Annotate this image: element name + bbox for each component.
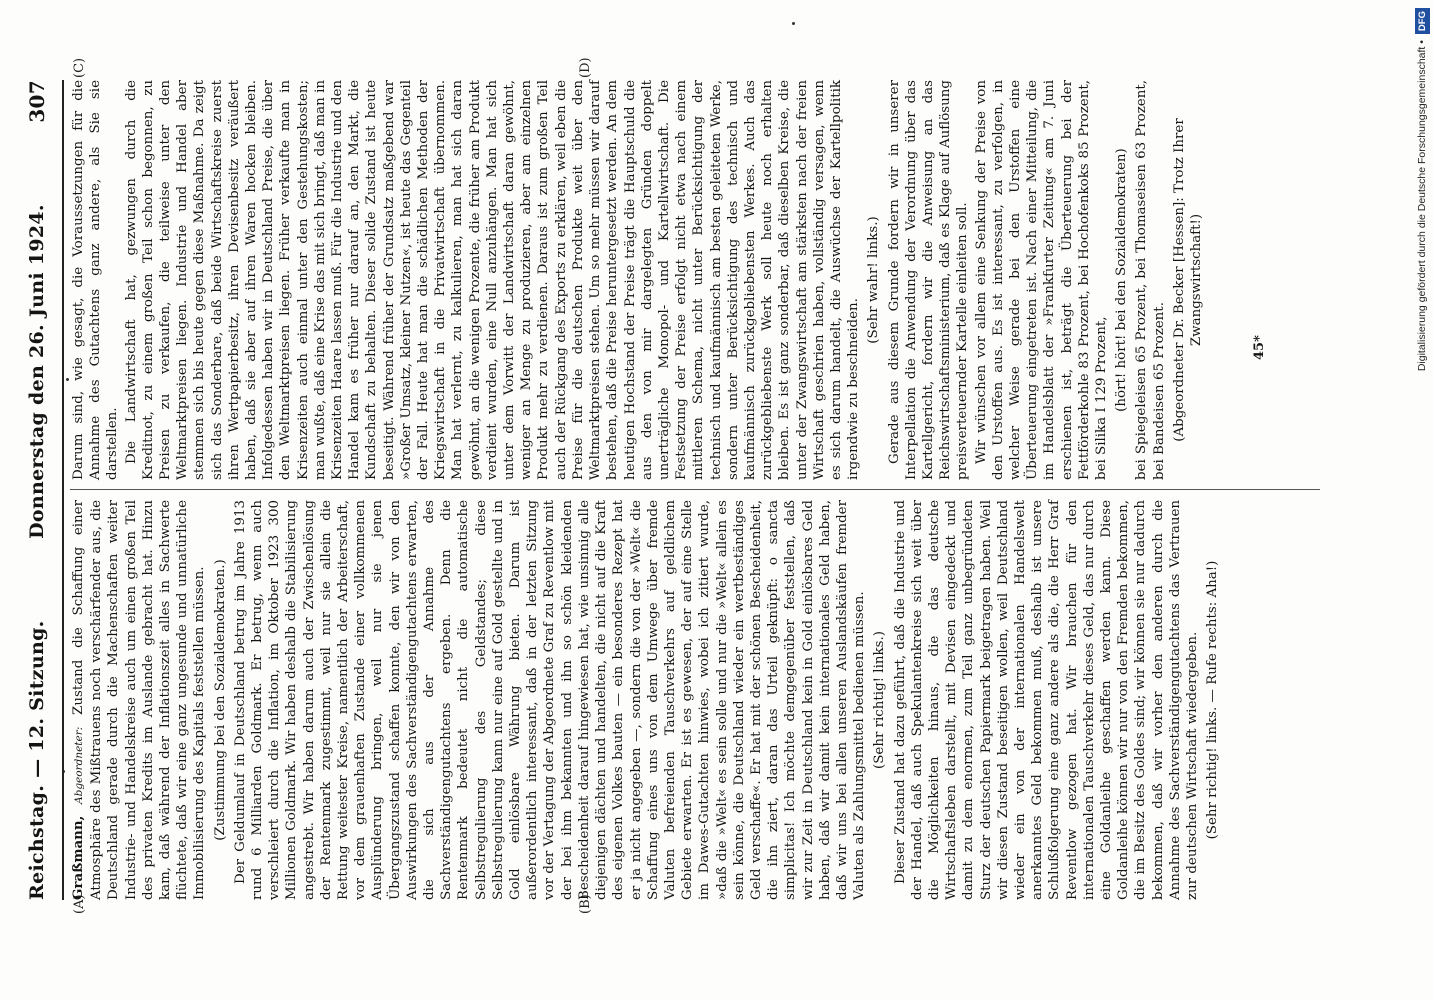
right-column xyxy=(70,80,1208,480)
margin-letter-d: (D) xyxy=(578,57,593,78)
paragraph: Gerade aus diesem Grunde fordern wir in unserer Interpellation die Anwendung der Verordnung über das Kartellgericht, fordern wir die Anweisung an das Reichswirtschaftsministerium, daß es Klage auf Auflösung preisverteuernder Kartelle einleiten soll. xyxy=(886,80,971,480)
paragraph: bei Spiegeleisen 65 Prozent, bei Thomaseisen 63 Prozent, bei Bandeisen 65 Prozent. xyxy=(1134,80,1167,480)
running-head xyxy=(12,80,64,900)
paragraph: Dieser Zustand hat dazu geführt, daß die Industrie und der Handel, daß auch Spekulantenkreise sich weit über die Möglichkeiten hinaus, die das deutsche Wirtschaftsleben darstellt, mit Devisen eingedeckt und damit zu dem enormen, zum Teil ganz unbegründeten Sturz der deutschen Papiermark beigetragen haben. Weil wir diesen Zustand beseitigen wollen, weil Deutschland wieder ein von der internationalen Handelswelt anerkanntes Geld bekommen muß, deshalb ist unsere Schlußfolgerung eine ganz andere als die, die Herr Graf Reventlow gezogen hat. Wir brauchen für den internationalen Tauschverkehr dieses Geld, das nur durch eine Goldanleihe geschaffen werden kann. Diese Goldanleihe können wir nur von den Fremden bekommen, die im Besitz des Goldes sind; wir können sie nur dadurch bekommen, daß wir vorher den anderen durch die Annahme des Sachverständigengutachtens das Vertrauen zur deutschen Wirtschaft wiedergeben. xyxy=(892,500,1200,900)
speech-opening xyxy=(70,500,209,900)
header-date: Donnerstag den 26. Juni 1924. xyxy=(26,204,48,539)
paragraph: Darum sind, wie gesagt, die Voraussetzungen für die Annahme des Gutachtens ganz andere, als Sie sie darstellen. xyxy=(71,80,121,480)
margin-letter-b: (B) xyxy=(578,894,593,914)
paragraph: Der Geldumlauf in Deutschland betrug im Jahre 1913 rund 6 Milliarden Goldmark. Er betrug, wenn auch verschleiert durch die Inflation, im Oktober 1923 300 Millionen Goldmark. Wir haben deshalb die Stabilisierung angestrebt. Wir haben darum auch der Zwischenlösung der Rentenmark zugestimmt, weil nur sie allein die Rettung weitester Kreise, namentlich der Arbeiterschaft, vor dem grauenhaften Zustande einer vollkommenen Ausplünderung bringen, weil nur sie jenen Übergangszustand schaffen konnte, den wir von den Auswirkungen des Sachverständigengutachtens erwarten, die sich aus der Annahme des Sachverständigengutachtens ergeben. Denn die Rentenmark bedeutet nicht die automatische Selbstregulierung des Geldstandes; diese Selbstregulierung kann nur eine auf Gold gestellte und in Gold einlösbare Währung bieten. Darum ist außerordentlich interessant, daß in der letzten Sitzung vor der Vertagung der Abgeordnete Graf zu Reventlow mit der bei ihm bekannten und ihn so schön kleidenden Bescheidenheit darauf hingewiesen hat, wie unsinnig alle diejenigen dächten und handelten, die nicht auf die Kraft des eigenen Volkes bauten — ein besonderes Rezept hat er ja nicht angegeben —, sondern die von der »Welt« die Schaffung eines uns von dem Umwege über fremde Valuten befreienden Tauschverkehrs auf geldlichem Gebiete erwarten. Er ist es gewesen, der auf eine Stelle im Dawes-Gutachten hinwies, wobei ich zitiert wurde, »daß die »Welt« es sein solle und nur die »Welt« allein es sein könne, die Deutschland wieder ein wertbeständiges Geld verschaffe«. Er hat mit der schönen Bescheidenheit, die ihn ziert, daran das Urteil geknüpft: o sancta simplicitas! Ich möchte demgegenüber feststellen, daß wir zur Zeit in Deutschland kein in Gold einlösbares Geld haben, daß wir damit kein internationales Geld haben, daß wir uns bei allen unseren Auslandskäufen fremder Valuten als Zahlungsmittel bedienen müssen. xyxy=(232,500,868,900)
margin-letter-a: (A) xyxy=(72,894,87,914)
credit-line xyxy=(1410,0,1434,1000)
interjection: (Sehr wahr! links.) xyxy=(866,216,882,344)
speaker-role: Abgeordneter: xyxy=(73,726,85,804)
left-column xyxy=(70,500,1224,900)
credit-text: Digitalisierung gefördert durch die Deutsche Forschungsgemeinschaft • xyxy=(1416,40,1428,372)
interjection: (hört! hört! bei den Sozialdemokraten) xyxy=(1114,148,1130,412)
interjection: (Sehr richtig! links. — Rufe rechts: Aha!) xyxy=(1205,560,1221,840)
sheet-signature: 45* xyxy=(1252,335,1267,360)
header-session: Reichstag. — 12. Sitzung. xyxy=(26,620,48,900)
digitization-credit xyxy=(1410,0,1434,1000)
interjection: (Abgeordneter Dr. Becker [Hessen]: Trotz Ihrer Zwangswirtschaft!) xyxy=(1171,118,1204,442)
paragraph: Zustand die Schaffung einer Atmosphäre des Mißtrauens noch verschärfender aus, die Deutschland gerade durch die Machenschaften weiter Industrie- und Handelskreise auch um einen großen Teil des privaten Kredits im Auslande gebracht hat. Hinzu kam, daß während der Inflationszeit alles in Sachwerte flüchtete, daß wir eine ganz ungesunde und unnatürliche Immobilisierung des Kapitals feststellen müssen. xyxy=(71,500,208,900)
paragraph: Die Landwirtschaft hat, gezwungen durch die Kreditnot, zu einem großen Teil schon begonnen, zu Preisen zu verkaufen, die teilweise unter den Weltmarktpreisen liegen. Industrie und Handel aber stemmen sich bis heute gegen diese Maßnahme. Da zeigt sich das Sonderbare, daß beide Wirtschaftskreise zuerst ihren Wertpapierbesitz, ihren Devisenbesitz veräußert haben, daß sie aber auf ihren Waren hocken bleiben. Infolgedessen haben wir in Deutschland Preise, die über den Weltmarktpreisen liegen. Früher verkaufte man in Krisenzeiten auch einmal unter den Gestehungskosten; man wußte, daß eine Krise das mit sich bringt, daß man in Krisenzeiten Haare lassen muß. Für die Industrie und den Handel kam es früher nur darauf an, den Markt, die Kundschaft zu behalten. Dieser solide Zustand ist heute beseitigt. Während früher der Grundsatz maßgebend war »Großer Umsatz, kleiner Nutzen«, ist heute das Gegenteil der Fall. Heute hat man die schädlichen Methoden der Kriegswirtschaft in die Privatwirtschaft übernommen. Man hat verlernt, zu kalkulieren, man hat sich daran gewöhnt, an die wenigen Prozente, die früher am Produkt verdient wurden, eine Null anzuhängen. Man hat sich unter dem Vorwitt der Landwirtschaft daran gewöhnt, weniger an Menge zu produzieren, aber am einzelnen Produkt mehr zu verdienen. Daraus ist zum großen Teil auch der Rückgang des Exports zu erklären, weil eben die Preise für die deutschen Produkte weit über den Weltmarktpreisen stehen. Um so mehr müssen wir darauf bestehen, daß die Preise heruntergesetzt werden. An dem heutigen Hochstand der Preise trägt die Hauptschuld die aus den von mir dargelegten Gründen doppelt unerträgliche Monopol- und Kartellwirtschaft. Die Festsetzung der Preise erfolgt nicht etwa nach einem mittleren Schema, nicht unter Berücksichtigung der technisch und kaufmännisch am besten geleiteten Werke, sondern unter Berücksichtigung des technisch und kaufmännisch zurückgebliebensten Werkes. Auch das zurückgebliebenste Werk soll heute noch erhalten bleiben. Es ist ganz sonderbar, daß dieselben Kreise, die unter der Zwangswirtschaft am stärksten nach der freien Wirtschaft geschrien haben, vollständig versagen, wenn es sich darum handelt, die Auswüchse der Kartellpolitik irgendwie zu beschneiden. xyxy=(123,80,862,480)
dfg-logo-icon: DFG xyxy=(1415,8,1430,34)
page-number: 307 xyxy=(25,80,49,123)
speaker-name: Graßmann, xyxy=(70,815,86,900)
interjection: (Zustimmung bei den Sozialdemokraten.) xyxy=(212,559,228,841)
column-divider xyxy=(70,489,1320,490)
paragraph: Wir wünschen vor allem eine Senkung der Preise von den Urstoffen aus. Es ist interessant, zu verfolgen, in welcher Weise gerade bei den Urstoffen eine Überteuerung eingetreten ist. Nach einer Mitteilung, die im Handelsblatt der »Frankfurter Zeitung« am 7. Juni erschienen ist, beträgt die Überteuerung bei der Fettförderkohle 83 Prozent, bei Hochofenkoks 85 Prozent, bei Silika I 129 Prozent, xyxy=(973,80,1109,480)
interjection: (Sehr richtig! links.) xyxy=(872,631,888,769)
margin-letter-c: (C) xyxy=(72,57,87,78)
